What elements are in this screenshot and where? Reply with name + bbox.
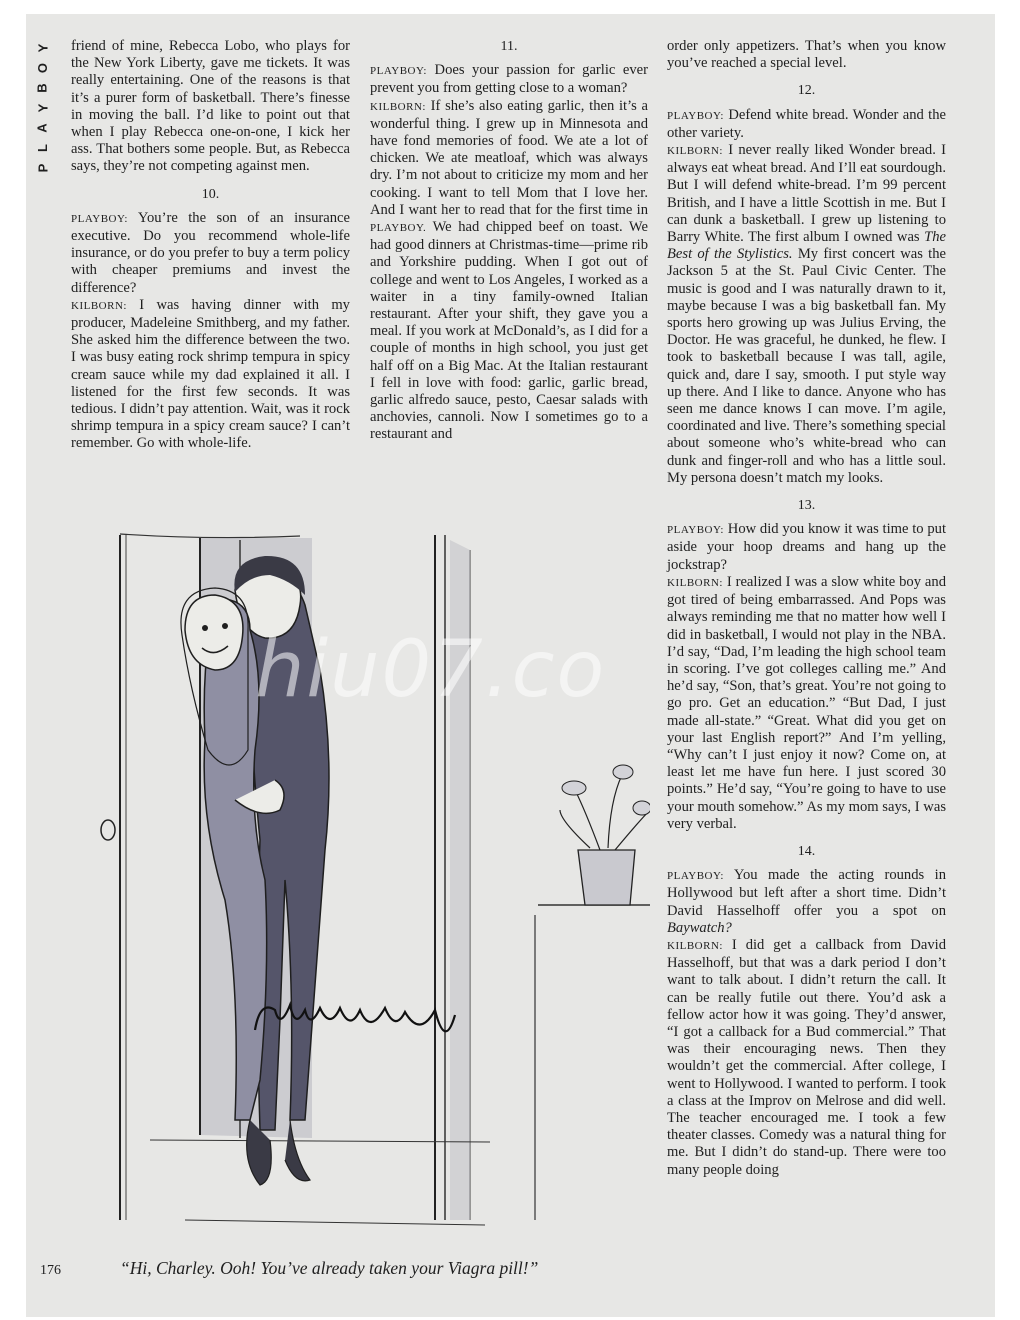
album-title: The Best of the Stylistics. xyxy=(667,229,946,263)
speaker-label: PLAYBOY: xyxy=(71,212,128,225)
speaker-label: KILBORN: xyxy=(667,939,723,952)
question-text: How did you know it was time to put aside your hoop dreams and hang up the jockstrap? xyxy=(667,521,947,573)
speaker-label: PLAYBOY: xyxy=(370,65,427,78)
question-text: You made the acting rounds in Hollywood but left after a short time. Didn’t David Hasselhoff offer you a spot on xyxy=(667,867,946,919)
runner-letter: L xyxy=(34,144,50,152)
speaker-label: KILBORN: xyxy=(667,576,723,589)
answer xyxy=(71,297,350,453)
page-number: 176 xyxy=(40,1263,61,1278)
magazine-runner xyxy=(33,42,53,174)
question-text: Does your passion for garlic ever prevent you from getting close to a woman? xyxy=(370,62,648,97)
question-number: 14. xyxy=(797,843,816,859)
runner-letter: O xyxy=(35,62,50,74)
answer-text: I never really liked Wonder bread. I always eat wheat bread. And I’ll eat sourdough. But I will defend white-bread. I’m 99 percent British, and I have a little Scottish in me. But I can dunk a basketball. I grew up listening to Barry White. The first album I owned was xyxy=(667,142,947,246)
speaker-label: PLAYBOY. xyxy=(370,222,427,235)
question-text: You’re the son of an insurance executive. Do you recommend whole-life insurance, or do you prefer to buy a term policy with cheaper premiums and invest the difference? xyxy=(71,209,351,296)
question-number: 12. xyxy=(797,83,816,99)
question-text: Defend white bread. Wonder and the other variety. xyxy=(667,106,947,141)
answer-text: If she’s also eating garlic, then it’s a wonderful thing. I grew up in Minnesota and have fond memories of food. We ate a lot of chicken. We ate meatloaf, which was always dry. I’m not about to criticize my mom and her cooking. I want to tell Mom that I love her. And I want her to read that for the first time in xyxy=(370,97,648,218)
cartoon-caption: “Hi, Charley. Ooh! You’ve already taken your Viagra pill!” xyxy=(120,1258,539,1278)
show-title: Baywatch? xyxy=(667,919,732,936)
text-column-2 xyxy=(370,38,648,444)
doorknob-icon xyxy=(101,820,115,840)
runner-letter: Y xyxy=(34,103,50,113)
question xyxy=(370,62,648,97)
question-number: 10. xyxy=(201,186,220,202)
answer-text: I was having dinner with my producer, Madeleine Smithberg, and my father. She asked him the difference between the two. I was busy eating rock shrimp tempura in spicy cream sauce while my dad explained it all. I listened for the first few seconds. It was tedious. I didn’t pay attention. Wait, was it rock shrimp tempura in a spicy cream sauce? I can’t remember. Go with whole-life. xyxy=(71,296,350,452)
answer-text: My first concert was the Jackson 5 at the St. Paul Civic Center. The music is good and I was naturally drawn to it, maybe because I was a big basketball fan. My sports hero growing up was Julius Erving, the Doctor. He was graceful, he dunked, he flew. I took to basketball because I was tall, agile, quick and, dare I say, smooth. I put style way up there. And I like to dance. Anyone who has seen me dance knows I can move. I’m agile, coordinated and live. There’s something special about someone who’s white-bread who can dunk and finger-roll and who has a little soul. My persona doesn’t match my looks. xyxy=(667,246,947,486)
speaker-label: KILBORN: xyxy=(667,145,723,158)
text-column-3 xyxy=(667,38,946,1179)
speaker-label: PLAYBOY: xyxy=(667,870,724,883)
question-number: 11. xyxy=(500,39,518,54)
answer-text: We had chipped beef on toast. We had good dinners at Christmas-time—prime rib and Yorkshire pudding. When I got out of college and went to Los Angeles, I worked as a waiter in a tiny family-owned Italian restaurant. After your shift, they gave you a meal. If you work at McDonald’s, as I did for a couple of months in high school, you just get half off on a Big Mac. At the Italian restaurant I fell in love with food: garlic, garlic bread, garlic alfredo sauce, pesto, Caesar salads with anchovies, cannoli. Now I sometimes go to a restaurant and xyxy=(370,219,648,443)
answer xyxy=(667,142,946,487)
speaker-label: PLAYBOY: xyxy=(667,524,724,537)
speaker-label: PLAYBOY: xyxy=(667,109,724,122)
answer xyxy=(370,98,648,444)
question xyxy=(667,107,946,142)
question-number: 13. xyxy=(797,498,816,514)
speaker-label: KILBORN: xyxy=(71,299,127,312)
paragraph: order only appetizers. That’s when you know you’ve reached a special level. xyxy=(667,38,946,72)
runner-letter: Y xyxy=(34,43,50,53)
answer xyxy=(667,937,946,1179)
question xyxy=(667,521,946,574)
question xyxy=(71,210,350,297)
answer xyxy=(667,574,946,833)
paragraph: friend of mine, Rebecca Lobo, who plays for the New York Liberty, gave me tickets. It was really entertaining. One of the reasons is that it’s a purer form of basketball. There’s finesse in moving the ball. I’d like to point out that when I play Rebecca one-on-one, I kick her ass. That bothers some people. But, as Rebecca says, they’re not competing against men. xyxy=(71,38,350,175)
answer-text: I realized I was a slow white boy and got tired of being embarrassed. And Pops was always reminding me that no matter how well I did in basketball, I would not play in the NBA. I’d say, “Dad, I’m leading the high school team in scoring. I’ve got colleges calling me.” And he’d say, “Son, that’s great. You’re not going to go pro. Get an education.” “But Dad, I just made all-state.” “Great. What did you get on your last English report?” And I’m yelling, “Why can’t I just enjoy it now? Come on, at least let me have fun here. I just scored 30 points.” He’d say, “You’re going to have to use your mouth somehow.” As my mom says, I was very verbal. xyxy=(667,573,946,832)
runner-letter: P xyxy=(34,163,50,173)
text-column-1 xyxy=(71,38,350,453)
question xyxy=(667,867,946,937)
speaker-label: KILBORN: xyxy=(370,100,426,113)
runner-letter: B xyxy=(34,83,50,93)
answer-text: I did get a callback from David Hasselhoff, but that was a dark period I don’t want to talk about. I didn’t return the call. It can be really futile out there. You’d ask a fellow actor how it was going. They’d answer, “I got a callback for a Bud commercial.” That was their encouraging news. Then they wouldn’t get the commercial. After college, I went to Hollywood. I wanted to perform. I took a class at the Improv on Melrose and did well. The teacher encouraged me. I took a few theater classes. Comedy was a natural thing for me. But I didn’t do stand-up. There were too many people doing xyxy=(667,936,946,1178)
watermark: hiu07.co xyxy=(255,625,607,715)
runner-letter: A xyxy=(34,123,50,133)
